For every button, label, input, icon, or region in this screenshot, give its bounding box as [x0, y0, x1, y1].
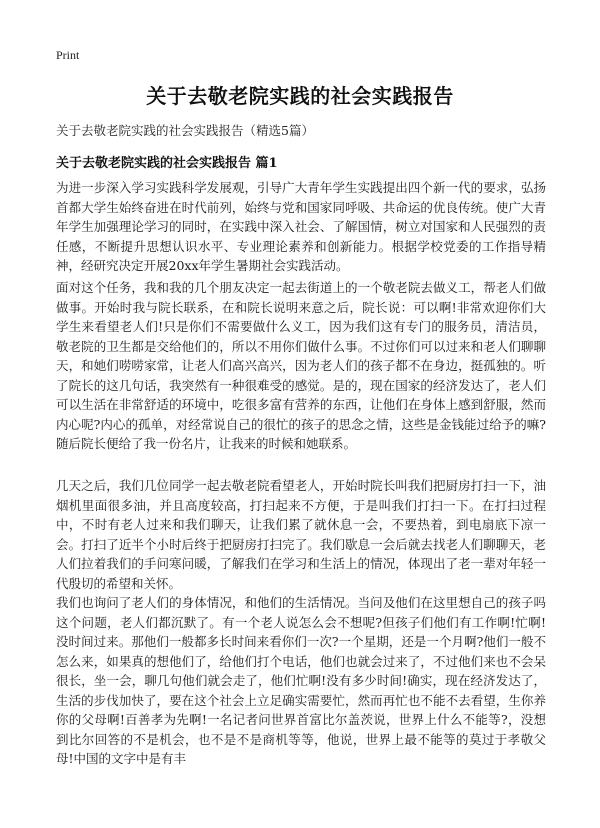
section-heading: 关于去敬老院实践的社会实践报告 篇1: [56, 156, 278, 171]
document-subtitle: 关于去敬老院实践的社会实践报告（精选5篇）: [56, 123, 314, 138]
paragraph-2: 面对这个任务，我和我的几个朋友决定一起去街道上的一个敬老院去做义工，帮老人们做做事。开始时我与院长联系，在和院长说明来意之后，院长说：可以啊!非常欢迎你们大学生来看望老人们!只是你们不需要做什么义工，因为我们这有专门的服务员，清洁员，敬老院的卫生都是交给他们的，所以不用你们做什么事。不过你们可以过来和老人们聊聊天，和她们唠唠家常，让老人们高兴高兴，因为老人们的孩子都不在身边，挺孤独的。听了院长的这几句话，我突然有一种很难受的感觉。是的，现在国家的经济发达了，老人们可以生活在非常舒适的环境中，吃很多富有营养的东西，让他们在身体上感到舒服，然而内心呢?内心的孤单，对经常说自己的很忙的孩子的思念之情，这些是金钱能过给予的嘛?随后院长便给了我一份名片，让我来的时候和她联系。: [56, 280, 546, 451]
paragraph-3: 几天之后，我们几位同学一起去敬老院看望老人，开始时院长叫我们把厨房打扫一下，油烟机里面很多油，并且高度较高，打扫起来不方便，于是叫我们打扫一下。在打扫过程中，不时有老人过来和我们聊天，让我们累了就休息一会，不要热着，到电扇底下凉一会。打扫了近半个小时后终于把厨房打扫完了。我们歇息一会后就去找老人们聊聊天，老人们拉着我们的手问寒问暖，了解我们在学习和生活上的情况，体现出了老一辈对年轻一代殷切的希望和关怀。: [56, 478, 546, 591]
page-title: 关于去敬老院实践的社会实践报告: [146, 84, 454, 108]
paragraph-4: 我们也询问了老人们的身体情况，和他们的生活情况。当问及他们在这里想自己的孩子吗这个问题，老人们都沉默了。有一个老人说怎么会不想呢?但孩子们他们有工作啊!忙啊!没时间过来。那他们一般都多长时间来看你们一次?一个星期，还是一个月啊?他们一般不怎么来，如果真的想他们了，给他们打个电话，他们也就会过来了，不过他们来也不会呆很长，坐一会，聊几句他们就会走了，他们忙啊!没有多少时间!确实，现在经济发达了，生活的步伐加快了，要在这个社会上立足确实需要忙，然而再忙也不能不去看望，生你养你的父母啊!百善孝为先啊!一名记者问世界首富比尔盖茨说，世界上什么不能等?，没想到比尔回答的不是机会，也不是不是商机等等，他说，世界上最不能等的莫过于孝敬父母!中国的文字中是有丰: [56, 595, 546, 766]
print-label[interactable]: Print: [56, 48, 80, 62]
paragraph-1: 为进一步深入学习实践科学发展观，引导广大青年学生实践提出四个新一代的要求，弘扬首都大学生始终奋进在时代前列，始终与党和国家同呼吸、共命运的优良传统。使广大青年学生加强理论学习的同时，在实践中深入社会、了解国情，树立对国家和人民强烈的责任感，不断提升思想认识水平、专业理论素养和创新能力。根据学校党委的工作指导精神，经研究决定开展20xx年学生暑期社会实践活动。: [56, 180, 546, 273]
